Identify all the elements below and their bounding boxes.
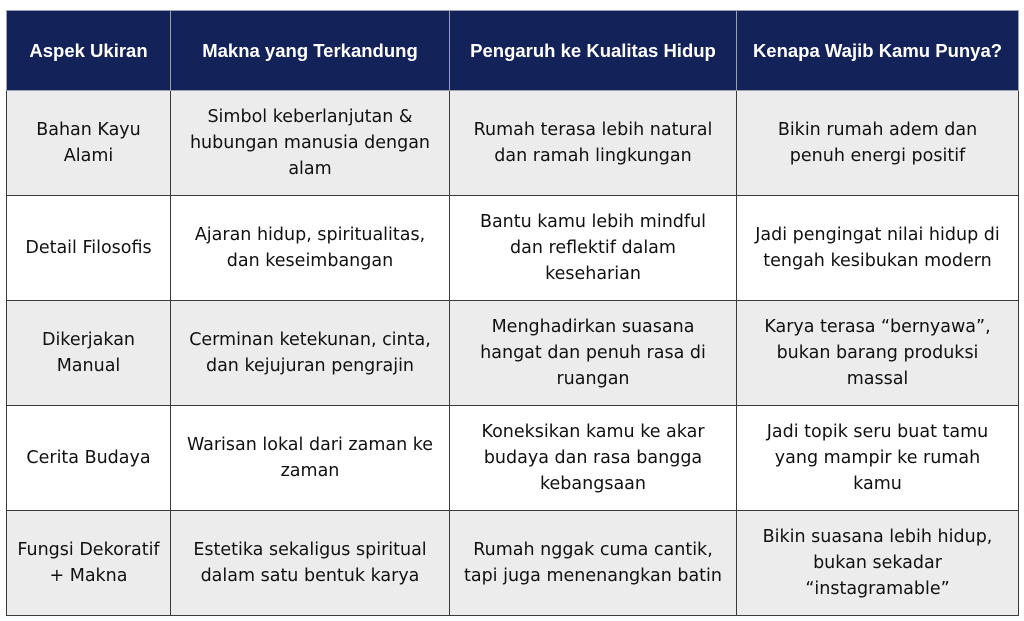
cell-aspect: Bahan Kayu Alami bbox=[7, 91, 171, 196]
cell-aspect: Fungsi Dekoratif + Makna bbox=[7, 511, 171, 616]
header-reason: Kenapa Wajib Kamu Punya? bbox=[737, 11, 1019, 91]
table-row bbox=[7, 301, 1019, 406]
cell-meaning: Estetika sekaligus spiritual dalam satu bentuk karya bbox=[171, 511, 450, 616]
cell-impact: Rumah terasa lebih natural dan ramah lingkungan bbox=[450, 91, 737, 196]
table-row bbox=[7, 406, 1019, 511]
cell-aspect: Cerita Budaya bbox=[7, 406, 171, 511]
cell-reason: Jadi topik seru buat tamu yang mampir ke rumah kamu bbox=[737, 406, 1019, 511]
carving-aspects-table bbox=[6, 10, 1019, 616]
cell-impact: Bantu kamu lebih mindful dan reflektif dalam keseharian bbox=[450, 196, 737, 301]
cell-aspect: Detail Filosofis bbox=[7, 196, 171, 301]
cell-meaning: Simbol keberlanjutan & hubungan manusia dengan alam bbox=[171, 91, 450, 196]
comparison-table-container bbox=[6, 10, 1018, 616]
cell-impact: Koneksikan kamu ke akar budaya dan rasa bangga kebangsaan bbox=[450, 406, 737, 511]
header-meaning: Makna yang Terkandung bbox=[171, 11, 450, 91]
cell-meaning: Cerminan ketekunan, cinta, dan kejujuran pengrajin bbox=[171, 301, 450, 406]
cell-reason: Bikin rumah adem dan penuh energi positif bbox=[737, 91, 1019, 196]
cell-reason: Bikin suasana lebih hidup, bukan sekadar “instagramable” bbox=[737, 511, 1019, 616]
table-row bbox=[7, 91, 1019, 196]
cell-aspect: Dikerjakan Manual bbox=[7, 301, 171, 406]
cell-impact: Rumah nggak cuma cantik, tapi juga menenangkan batin bbox=[450, 511, 737, 616]
table-row bbox=[7, 196, 1019, 301]
cell-meaning: Warisan lokal dari zaman ke zaman bbox=[171, 406, 450, 511]
cell-reason: Jadi pengingat nilai hidup di tengah kesibukan modern bbox=[737, 196, 1019, 301]
table-header-row bbox=[7, 11, 1019, 91]
cell-meaning: Ajaran hidup, spiritualitas, dan keseimbangan bbox=[171, 196, 450, 301]
header-impact: Pengaruh ke Kualitas Hidup bbox=[450, 11, 737, 91]
header-aspect: Aspek Ukiran bbox=[7, 11, 171, 91]
cell-reason: Karya terasa “bernyawa”, bukan barang produksi massal bbox=[737, 301, 1019, 406]
table-row bbox=[7, 511, 1019, 616]
cell-impact: Menghadirkan suasana hangat dan penuh rasa di ruangan bbox=[450, 301, 737, 406]
